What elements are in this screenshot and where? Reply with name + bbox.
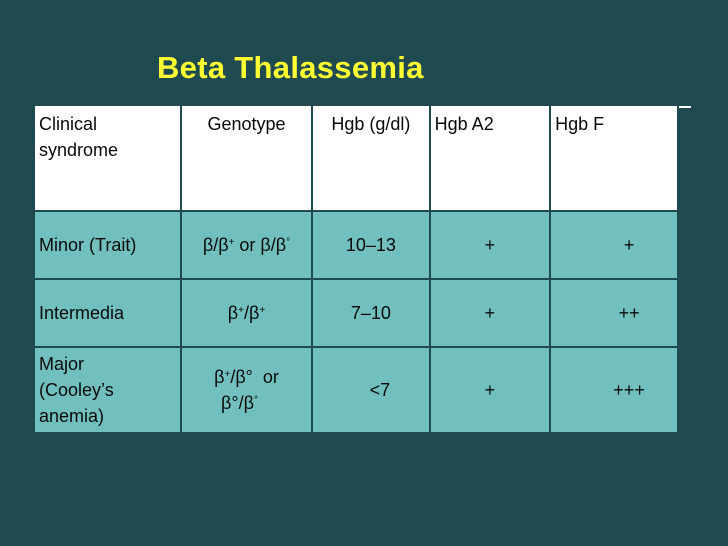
cell-hgb-f: +	[550, 211, 678, 279]
genotype-part: β°/β	[221, 393, 254, 413]
table-row	[34, 211, 678, 279]
cell-hgb-a2: +	[430, 347, 551, 433]
cell-hgb: <7	[312, 347, 430, 433]
cell-syndrome: Minor (Trait)	[34, 211, 181, 279]
genotype-sup: +	[238, 305, 244, 316]
header-clinical-syndrome: Clinical syndrome	[34, 105, 181, 211]
header-hgb-f: Hgb F	[550, 105, 678, 211]
genotype-part: β/β	[260, 235, 287, 255]
cell-syndrome	[34, 347, 181, 433]
cell-genotype	[181, 211, 312, 279]
cell-genotype	[181, 347, 312, 433]
genotype-sup: +	[259, 305, 266, 316]
slide-title: Beta Thalassemia	[157, 50, 424, 85]
genotype-line	[182, 364, 311, 390]
cell-hgb-a2: +	[430, 279, 551, 347]
cell-syndrome: Intermedia	[34, 279, 181, 347]
thalassemia-table	[33, 104, 679, 434]
genotype-sup: +	[224, 369, 231, 380]
decorative-dash	[679, 106, 691, 108]
header-genotype: Genotype	[181, 105, 312, 211]
genotype-line	[182, 390, 311, 416]
genotype-sup: °	[253, 395, 258, 406]
genotype-part: /β	[244, 303, 260, 323]
syndrome-line: (Cooley’s	[39, 380, 114, 400]
syndrome-line: Major	[39, 354, 85, 374]
genotype-sup: +	[228, 237, 235, 248]
table-header-row	[34, 105, 678, 211]
genotype-part: β	[214, 367, 225, 387]
genotype-part: β	[227, 303, 239, 323]
genotype-part: β/β	[202, 235, 229, 255]
table-row	[34, 279, 678, 347]
genotype-part: /β°	[230, 367, 253, 387]
genotype-sup: °	[286, 237, 291, 248]
cell-hgb-f: +++	[550, 347, 678, 433]
cell-hgb-f: ++	[550, 279, 678, 347]
genotype-or: or	[252, 367, 279, 387]
table-row	[34, 347, 678, 433]
cell-genotype	[181, 279, 312, 347]
cell-hgb: 10–13	[312, 211, 430, 279]
cell-hgb: 7–10	[312, 279, 430, 347]
syndrome-line: anemia)	[39, 406, 105, 426]
header-hgb-a2: Hgb A2	[430, 105, 551, 211]
genotype-or: or	[234, 235, 261, 255]
header-hgb: Hgb (g/dl)	[312, 105, 430, 211]
cell-hgb-a2: +	[430, 211, 551, 279]
